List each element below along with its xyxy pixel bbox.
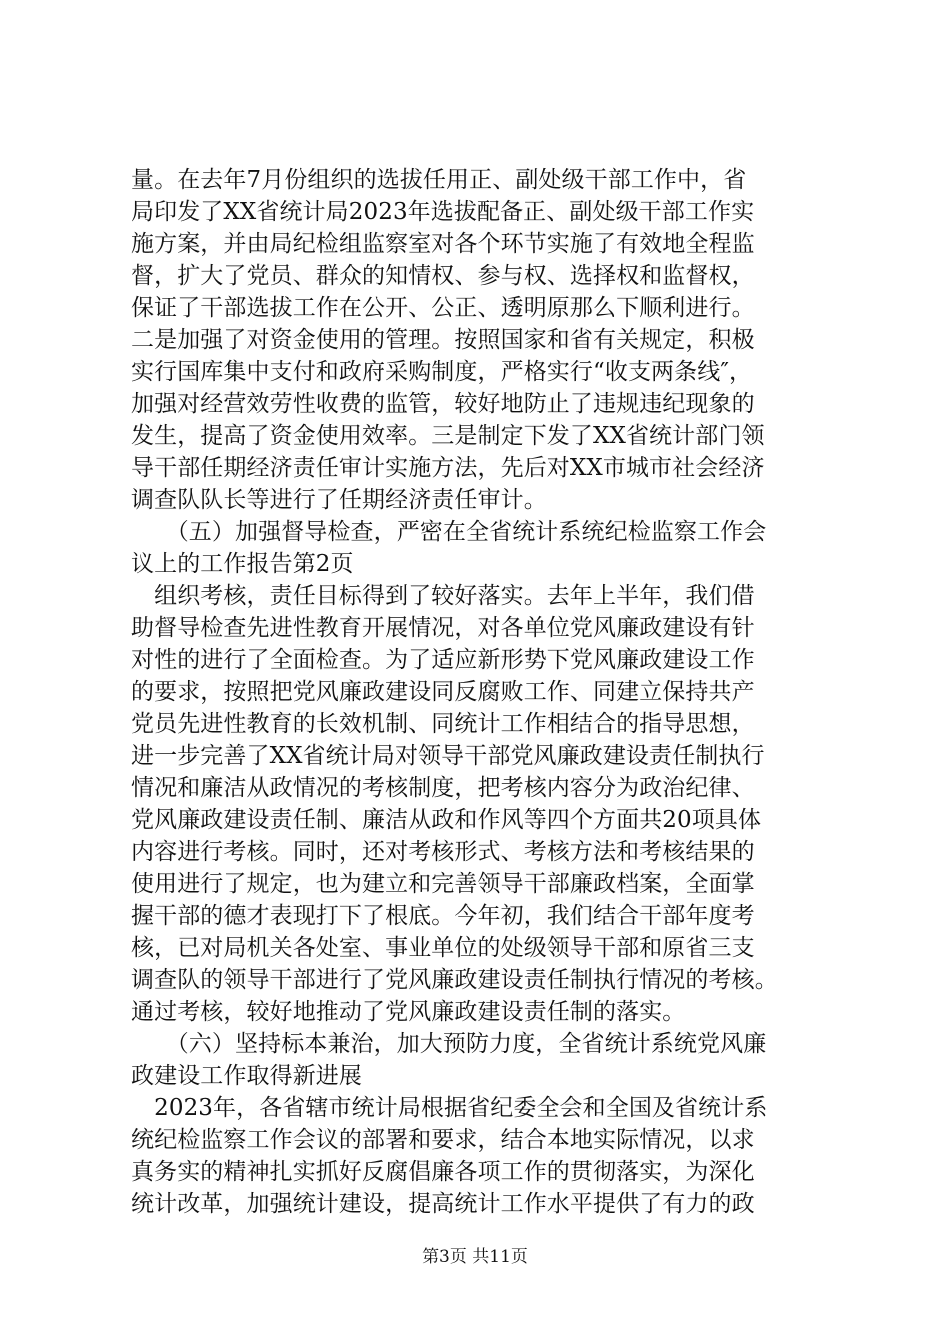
text-line: 施方案，并由局纪检组监察室对各个环节实施了有效地全程监 — [131, 231, 755, 257]
text-line: 统纪检监察工作会议的部署和要求，结合本地实际情况，以求 — [131, 1127, 755, 1153]
text-line: 二是加强了对资金使用的管理。按照国家和省有关规定，积极 — [131, 327, 755, 353]
text-line: 加强对经营效劳性收费的监管，较好地防止了违规违纪现象的 — [131, 391, 755, 417]
text-line: 对性的进行了全面检查。为了适应新形势下党风廉政建设工作 — [131, 647, 755, 673]
text-line: 党风廉政建设责任制、廉洁从政和作风等四个方面共20项具体 — [131, 807, 762, 833]
text-line: 的要求，按照把党风廉政建设同反腐败工作、同建立保持共产 — [131, 679, 755, 705]
text-line: 使用进行了规定，也为建立和完善领导干部廉政档案，全面掌 — [131, 871, 755, 897]
text-line: 进一步完善了XX省统计局对领导干部党风廉政建设责任制执行 — [131, 743, 765, 769]
section-heading-line: 议上的工作报告第2页 — [131, 551, 354, 577]
text-line: 量。在去年7月份组织的选拔任用正、副处级干部工作中，省 — [131, 167, 747, 193]
text-line: 核，已对局机关各处室、事业单位的处级领导干部和原省三支 — [131, 935, 755, 961]
text-line: 内容进行考核。同时，还对考核形式、考核方法和考核结果的 — [131, 839, 755, 865]
text-line: 调查队的领导干部进行了党风廉政建设责任制执行情况的考核。 — [131, 967, 778, 993]
text-line: 局印发了XX省统计局2023年选拔配备正、副处级干部工作实 — [131, 199, 755, 225]
text-line: 情况和廉洁从政情况的考核制度，把考核内容分为政治纪律、 — [131, 775, 755, 801]
section-heading-line: 政建设工作取得新进展 — [131, 1063, 362, 1089]
text-line: 助督导检查先进性教育开展情况，对各单位党风廉政建设有针 — [131, 615, 755, 641]
text-line: 组织考核，责任目标得到了较好落实。去年上半年，我们借 — [131, 583, 755, 609]
text-line: 实行国库集中支付和政府采购制度，严格实行“收支两条线″， — [131, 359, 753, 385]
text-line: 党员先进性教育的长效机制、同统计工作相结合的指导思想， — [131, 711, 755, 737]
text-line: 统计改革，加强统计建设，提高统计工作水平提供了有力的政 — [131, 1191, 755, 1217]
page-number-footer: 第3页 共11页 — [422, 1247, 528, 1267]
text-line: 导干部任期经济责任审计实施方法，先后对XX市城市社会经济 — [131, 455, 765, 481]
section-heading-line: （六）坚持标本兼治，加大预防力度，全省统计系统党风廉 — [131, 1031, 767, 1057]
text-line: 握干部的德才表现打下了根底。今年初，我们结合干部年度考 — [131, 903, 755, 929]
section-heading-line: （五）加强督导检查，严密在全省统计系统纪检监察工作会 — [131, 519, 767, 545]
text-line: 发生，提高了资金使用效率。三是制定下发了XX省统计部门领 — [131, 423, 765, 449]
text-line: 2023年，各省辖市统计局根据省纪委全会和全国及省统计系 — [131, 1095, 768, 1121]
text-line: 真务实的精神扎实抓好反腐倡廉各项工作的贯彻落实，为深化 — [131, 1159, 755, 1185]
text-line: 保证了干部选拔工作在公开、公正、透明原那么下顺利进行。 — [131, 295, 755, 321]
text-line: 调查队队长等进行了任期经济责任审计。 — [131, 487, 547, 513]
text-line: 督，扩大了党员、群众的知情权、参与权、选择权和监督权， — [131, 263, 755, 289]
text-line: 通过考核，较好地推动了党风廉政建设责任制的落实。 — [131, 999, 686, 1025]
